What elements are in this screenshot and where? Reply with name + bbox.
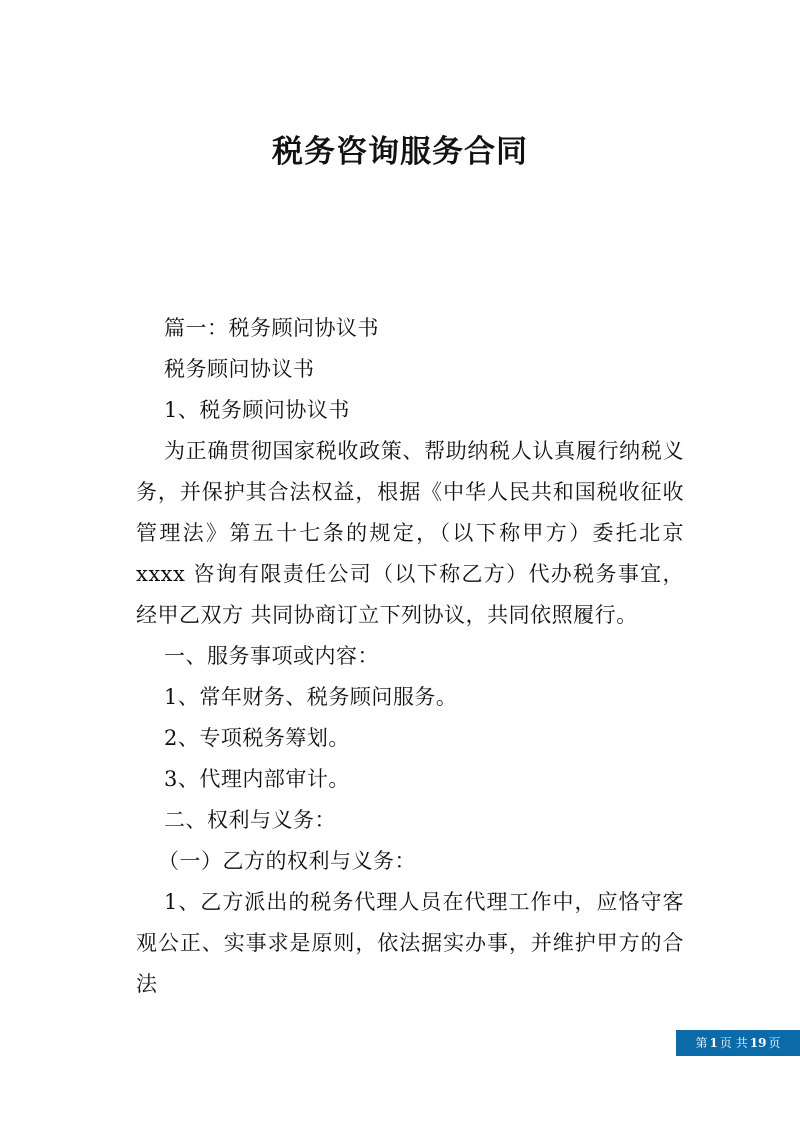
service-item: 1、常年财务、税务顾问服务。 bbox=[164, 685, 458, 709]
section-heading: 篇一：税务顾问协议书 bbox=[164, 316, 379, 340]
subclause-heading: （一）乙方的权利与义务： bbox=[158, 849, 416, 873]
page-prefix: 第 bbox=[695, 1036, 708, 1050]
document-title: 税务咨询服务合同 bbox=[272, 134, 528, 170]
page-suffix: 页 bbox=[768, 1036, 781, 1050]
clause-heading-rights: 二、权利与义务： bbox=[164, 808, 336, 832]
agreement-subtitle: 1、税务顾问协议书 bbox=[164, 398, 350, 422]
clause-heading-services: 一、服务事项或内容： bbox=[164, 644, 379, 668]
document-body bbox=[136, 308, 684, 1005]
clause-paragraph: 1、乙方派出的税务代理人员在代理工作中，应恪守客观公正、实事求是原则，依法据实办事，并维护甲方的合法 bbox=[136, 890, 684, 996]
preamble-paragraph: 为正确贯彻国家税收政策、帮助纳税人认真履行纳税义务，并保护其合法权益，根据《中华人民共和国税收征收管理法》第五十七条的规定，（以下称甲方）委托北京 xxxx 咨询有限责任公司（以下称乙方）代办税务事宜，经甲乙双方 共同协商订立下列协议，共同依照履行。 bbox=[136, 439, 684, 627]
total-pages-number: 19 bbox=[749, 1036, 767, 1050]
page-number-badge bbox=[676, 1030, 800, 1056]
service-item: 3、代理内部审计。 bbox=[164, 767, 350, 791]
page-middle: 页 共 bbox=[719, 1036, 748, 1050]
service-item: 2、专项税务筹划。 bbox=[164, 726, 350, 750]
current-page-number: 1 bbox=[709, 1036, 718, 1050]
agreement-title: 税务顾问协议书 bbox=[164, 357, 315, 381]
